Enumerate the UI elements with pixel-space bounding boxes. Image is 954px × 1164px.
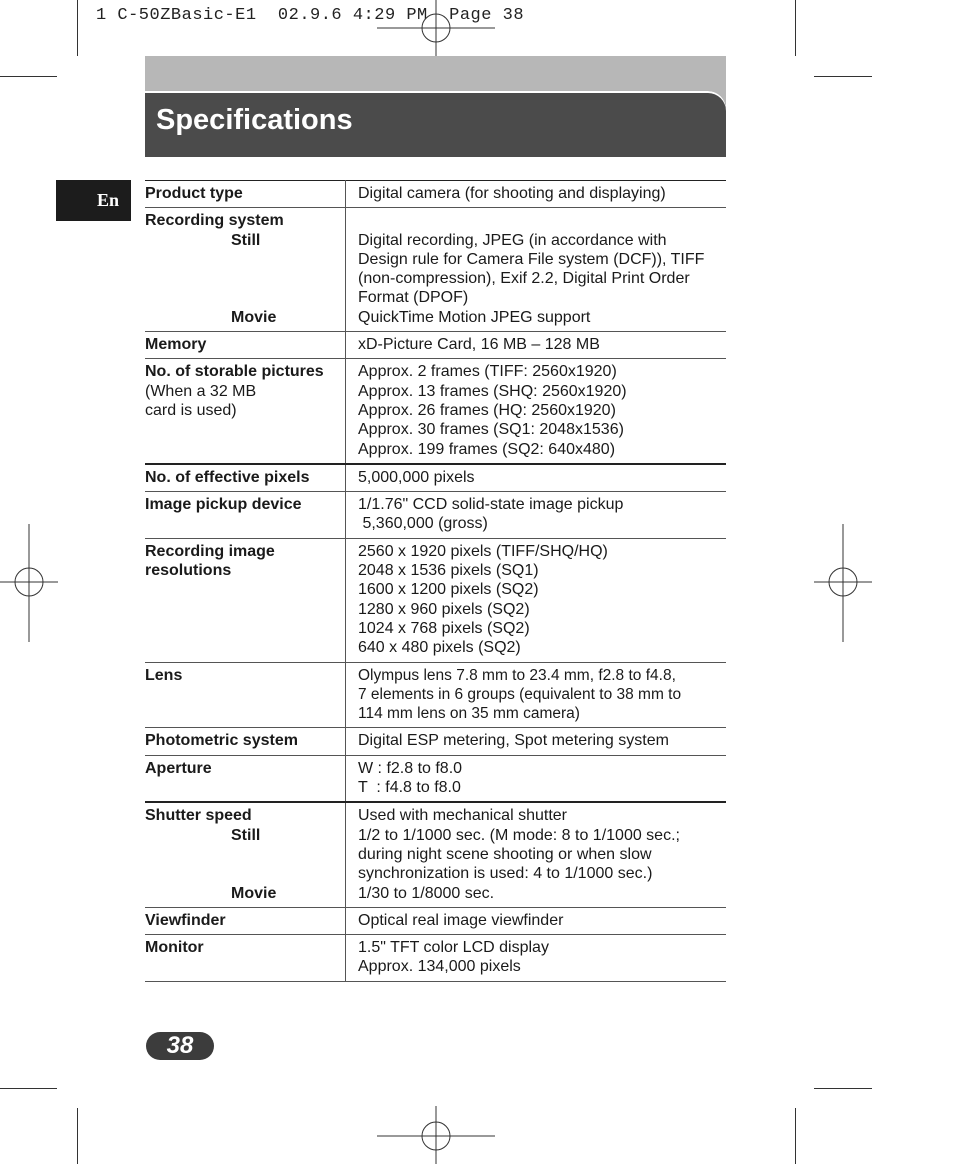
spec-label: Aperture: [145, 759, 212, 777]
spec-value: [358, 211, 726, 230]
crop-mark: [77, 0, 78, 56]
spec-row-photometric: [145, 728, 726, 755]
page-number: 38: [146, 1032, 214, 1060]
spec-sublabel: Movie: [231, 308, 277, 326]
spec-sublabel: Movie: [231, 884, 277, 902]
spec-value: Digital camera (for shooting and displaying): [358, 185, 666, 202]
spec-row-image-pickup: [145, 492, 726, 539]
spec-value: 1600 x 1200 pixels (SQ2): [358, 581, 539, 599]
spec-sublabel: Still: [231, 826, 261, 844]
spec-row-resolutions: [145, 538, 726, 662]
spec-label: Recording image resolutions: [145, 542, 275, 580]
spec-value: Used with mechanical shutter: [358, 807, 567, 825]
spec-value: 1/2 to 1/1000 sec. (M mode: 8 to 1/1000 sec.;: [358, 826, 680, 844]
spec-label: Product type: [145, 185, 243, 202]
spec-label: Photometric system: [145, 732, 298, 750]
crop-mark: [0, 76, 57, 77]
spec-value: Approx. 26 frames (HQ: 2560x1920): [358, 401, 616, 419]
spec-row-product-type: [145, 181, 726, 208]
spec-label: Monitor: [145, 939, 204, 957]
crop-mark: [0, 1088, 57, 1089]
spec-row-monitor: [145, 935, 726, 982]
spec-label: Image pickup device: [145, 496, 302, 514]
crop-mark: [795, 1108, 796, 1164]
spec-value: 5,360,000 (gross): [358, 515, 488, 533]
crop-mark: [814, 1088, 872, 1089]
spec-row-effective-pixels: [145, 464, 726, 492]
spec-value: T : f4.8 to f8.0: [358, 779, 461, 797]
registration-mark-icon: [0, 524, 58, 642]
spec-table: [145, 180, 726, 982]
spec-value: Design rule for Camera File system (DCF)), TIFF: [358, 250, 705, 268]
spec-value: Approx. 2 frames (TIFF: 2560x1920): [358, 363, 617, 381]
spec-value: during night scene shooting or when slow: [358, 845, 652, 863]
spec-value: 114 mm lens on 35 mm camera): [358, 705, 580, 723]
crop-mark: [814, 76, 872, 77]
spec-row-aperture: [145, 755, 726, 802]
spec-value: Approx. 13 frames (SHQ: 2560x1920): [358, 382, 627, 400]
spec-value: xD-Picture Card, 16 MB – 128 MB: [358, 336, 600, 354]
page-title: Specifications: [156, 104, 353, 136]
spec-value: Digital ESP metering, Spot metering system: [358, 732, 669, 750]
spec-value: W : f2.8 to f8.0: [358, 759, 463, 777]
spec-value: 1/30 to 1/8000 sec.: [358, 884, 495, 902]
spec-value: 1/1.76" CCD solid-state image pickup: [358, 496, 624, 514]
spec-row-memory: [145, 332, 726, 359]
spec-value: 2560 x 1920 pixels (TIFF/SHQ/HQ): [358, 542, 608, 560]
spec-value: synchronization is used: 4 to 1/1000 sec.): [358, 865, 653, 883]
spec-label-note: card is used): [145, 401, 237, 419]
spec-value: Approx. 134,000 pixels: [358, 958, 521, 976]
spec-label: Memory: [145, 336, 207, 354]
spec-label: No. of storable pictures: [145, 363, 324, 381]
spec-value: Olympus lens 7.8 mm to 23.4 mm, f2.8 to f4.8,: [358, 666, 676, 684]
spec-value: 1024 x 768 pixels (SQ2): [358, 619, 530, 637]
registration-mark-icon: [377, 0, 495, 58]
spec-label: Recording system: [145, 212, 284, 230]
spec-value: Approx. 30 frames (SQ1: 2048x1536): [358, 421, 624, 439]
spec-row-shutter-speed: [145, 802, 726, 907]
spec-label-note: (When a 32 MB: [145, 382, 257, 400]
spec-label: Viewfinder: [145, 911, 226, 929]
spec-value: Approx. 199 frames (SQ2: 640x480): [358, 440, 616, 458]
spec-value: Format (DPOF): [358, 289, 469, 307]
crop-mark: [77, 1108, 78, 1164]
spec-label: Shutter speed: [145, 807, 252, 825]
spec-value: QuickTime Motion JPEG support: [358, 308, 591, 326]
spec-value: 640 x 480 pixels (SQ2): [358, 639, 521, 657]
spec-row-recording-system: [145, 208, 726, 332]
language-tab: En: [56, 180, 131, 221]
spec-sublabel: Still: [231, 231, 261, 249]
crop-mark: [795, 0, 796, 56]
registration-mark-icon: [377, 1106, 495, 1164]
spec-value: 1280 x 960 pixels (SQ2): [358, 600, 530, 618]
spec-row-viewfinder: [145, 907, 726, 934]
spec-label: No. of effective pixels: [145, 468, 310, 486]
spec-value: (non-compression), Exif 2.2, Digital Print Order: [358, 270, 690, 288]
spec-row-lens: [145, 662, 726, 728]
spec-value: 1.5" TFT color LCD display: [358, 939, 549, 957]
spec-value: Optical real image viewfinder: [358, 911, 564, 929]
registration-mark-icon: [814, 524, 872, 642]
spec-label: Lens: [145, 666, 183, 684]
print-slug: 1 C-50ZBasic-E1 02.9.6 4:29 PM Page 38: [96, 6, 525, 25]
spec-value: 5,000,000 pixels: [358, 468, 475, 486]
spec-value: Digital recording, JPEG (in accordance with: [358, 231, 667, 249]
spec-value: 7 elements in 6 groups (equivalent to 38 mm to: [358, 685, 682, 703]
spec-row-storable-pictures: [145, 359, 726, 464]
spec-value: 2048 x 1536 pixels (SQ1): [358, 562, 539, 580]
